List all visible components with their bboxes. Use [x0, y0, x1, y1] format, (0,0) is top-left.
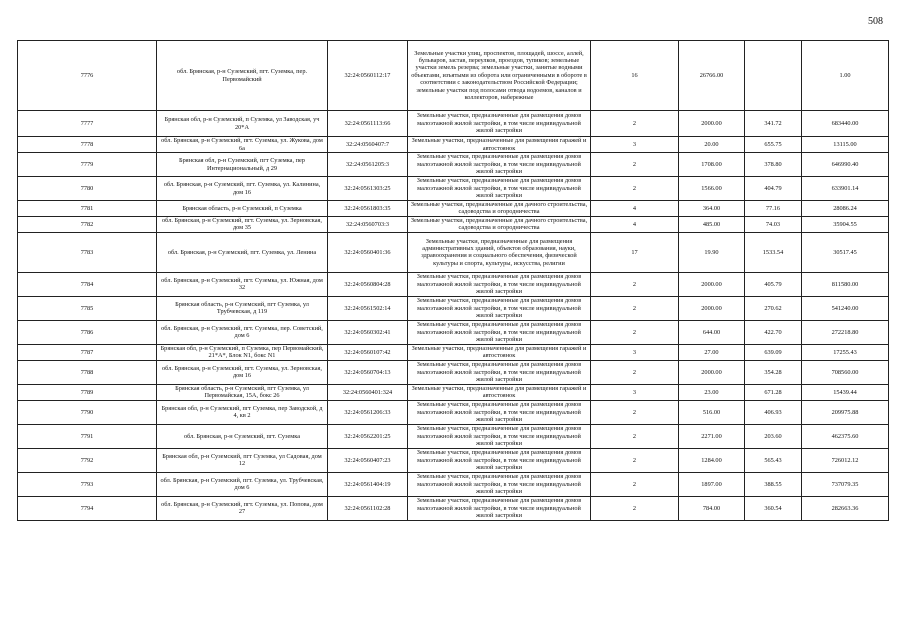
- table-row: [18, 177, 889, 201]
- row-area: 2000.00: [679, 360, 745, 384]
- row-land-use: Земельные участки, предназначенные для размещения гаражей и автостоянок: [408, 344, 591, 360]
- row-group: 2: [591, 400, 679, 424]
- row-address: обл. Брянская, р-н Суземский, пгт. Суземка, ул. Калинина, дом 16: [157, 177, 328, 201]
- row-address: Брянская обл, р-н Суземский, пгт Суземка, ул Садовая, дом 12: [157, 448, 328, 472]
- row-cadastral-number: 32:24:0562201:25: [328, 424, 408, 448]
- row-area: 27.00: [679, 344, 745, 360]
- table-row: [18, 496, 889, 520]
- table-row: [18, 360, 889, 384]
- row-number: 7779: [18, 153, 157, 177]
- row-area: 20.00: [679, 137, 745, 153]
- row-unit-value: 378.80: [745, 153, 802, 177]
- page-number: 508: [868, 16, 883, 27]
- row-address: обл. Брянская, р-н Суземский, пгт. Суземка, пер. Первомайский: [157, 41, 328, 111]
- row-cadastral-value: 209975.88: [802, 400, 889, 424]
- row-address: обл. Брянская, р-н Суземский, пгт. Суземка, ул. Ленина: [157, 232, 328, 272]
- row-cadastral-value: 726012.12: [802, 448, 889, 472]
- row-number: 7791: [18, 424, 157, 448]
- row-cadastral-value: 811580.00: [802, 272, 889, 296]
- row-number: 7778: [18, 137, 157, 153]
- row-cadastral-value: 282663.36: [802, 496, 889, 520]
- row-cadastral-number: 32:24:0560704:13: [328, 360, 408, 384]
- row-land-use: Земельные участки, предназначенные для размещения домов малоэтажной жилой застройки, в том числе индивидуальной жилой застройки: [408, 424, 591, 448]
- table-row: [18, 344, 889, 360]
- row-group: 2: [591, 496, 679, 520]
- row-area: 19.90: [679, 232, 745, 272]
- row-number: 7790: [18, 400, 157, 424]
- row-address: обл. Брянская, р-н Суземский, пгт. Суземка, ул. Жукова, дом 6а: [157, 137, 328, 153]
- row-number: 7780: [18, 177, 157, 201]
- row-area: 23.00: [679, 384, 745, 400]
- row-cadastral-number: 32:24:0561205:3: [328, 153, 408, 177]
- row-unit-value: 639.09: [745, 344, 802, 360]
- row-address: Брянская область, р-н Суземский, пгт Суземка, ул Трубчевская, д 119: [157, 296, 328, 320]
- row-cadastral-value: 1.00: [802, 41, 889, 111]
- row-land-use: Земельные участки, предназначенные для размещения административных зданий, объектов образования, науки, здравоохранения и социального обеспечения, физической культуры и спорта, культуры, искусства, религии: [408, 232, 591, 272]
- row-address: обл. Брянская, р-н Суземский, пгт. Суземка, ул. Попова, дом 27: [157, 496, 328, 520]
- row-cadastral-value: 35904.55: [802, 216, 889, 232]
- row-area: 1708.00: [679, 153, 745, 177]
- row-cadastral-value: 13115.00: [802, 137, 889, 153]
- row-land-use: Земельные участки, предназначенные для размещения домов малоэтажной жилой застройки, в том числе индивидуальной жилой застройки: [408, 272, 591, 296]
- row-number: 7788: [18, 360, 157, 384]
- table-row: [18, 424, 889, 448]
- table-row: [18, 232, 889, 272]
- row-number: 7776: [18, 41, 157, 111]
- row-unit-value: 406.93: [745, 400, 802, 424]
- row-cadastral-number: 32:24:0560407:7: [328, 137, 408, 153]
- row-group: 4: [591, 201, 679, 217]
- row-land-use: Земельные участки, предназначенные для размещения домов малоэтажной жилой застройки, в том числе индивидуальной жилой застройки: [408, 296, 591, 320]
- row-cadastral-number: 32:24:0561803:35: [328, 201, 408, 217]
- row-unit-value: 655.75: [745, 137, 802, 153]
- row-group: 2: [591, 472, 679, 496]
- row-address: Брянская область, р-н Суземский, п Суземка: [157, 201, 328, 217]
- row-address: Брянская обл, р-н Суземский, п Суземка, ул Заводская, уч 20*А: [157, 111, 328, 137]
- row-land-use: Земельные участки, предназначенные для размещения домов малоэтажной жилой застройки, в том числе индивидуальной жилой застройки: [408, 448, 591, 472]
- table-row: [18, 296, 889, 320]
- row-number: 7784: [18, 272, 157, 296]
- row-unit-value: 565.43: [745, 448, 802, 472]
- row-group: 2: [591, 272, 679, 296]
- table-row: [18, 320, 889, 344]
- row-area: 784.00: [679, 496, 745, 520]
- row-cadastral-number: 32:24:0561113:66: [328, 111, 408, 137]
- row-group: 3: [591, 137, 679, 153]
- row-cadastral-value: 683440.00: [802, 111, 889, 137]
- row-group: 17: [591, 232, 679, 272]
- row-unit-value: 405.79: [745, 272, 802, 296]
- row-address: Брянская обл, р-н Суземский, п Суземка, пер Первомайский, 21*А*, Блок N1, бокс N1: [157, 344, 328, 360]
- row-cadastral-number: 32:24:0561404:19: [328, 472, 408, 496]
- row-cadastral-value: 737079.35: [802, 472, 889, 496]
- row-unit-value: 77.16: [745, 201, 802, 217]
- row-unit-value: 360.54: [745, 496, 802, 520]
- cadastral-value-table: [17, 40, 889, 521]
- table-row: [18, 201, 889, 217]
- row-cadastral-value: 28086.24: [802, 201, 889, 217]
- table-row: [18, 472, 889, 496]
- table-row: [18, 111, 889, 137]
- row-land-use: Земельные участки, предназначенные для размещения домов малоэтажной жилой застройки, в том числе индивидуальной жилой застройки: [408, 400, 591, 424]
- row-cadastral-number: 32:24:0560112:17: [328, 41, 408, 111]
- row-land-use: Земельные участки улиц, проспектов, площадей, шоссе, аллей, бульваров, застав, переулков, проездов, тупиков; земельные участки земель резерва; земельные участки, занятые водными объектами, изъятыми из оборота или ограниченными в обороте в соответствии с законодательством Российской Федерации; земельные участки под полосами отвода водоемов, каналов и коллекторов, набережные: [408, 41, 591, 111]
- row-cadastral-number: 32:24:0561303:25: [328, 177, 408, 201]
- row-cadastral-value: 17255.43: [802, 344, 889, 360]
- row-address: обл. Брянская, р-н Суземский, пгт. Суземка, ул. Трубчевская, дом 6: [157, 472, 328, 496]
- row-area: 364.00: [679, 201, 745, 217]
- row-area: 644.00: [679, 320, 745, 344]
- row-cadastral-value: 708560.00: [802, 360, 889, 384]
- row-unit-value: 422.70: [745, 320, 802, 344]
- row-land-use: Земельные участки, предназначенные для размещения домов малоэтажной жилой застройки, в том числе индивидуальной жилой застройки: [408, 472, 591, 496]
- row-cadastral-number: 32:24:0561206:33: [328, 400, 408, 424]
- row-group: 2: [591, 320, 679, 344]
- row-land-use: Земельные участки, предназначенные для размещения домов малоэтажной жилой застройки, в том числе индивидуальной жилой застройки: [408, 153, 591, 177]
- row-cadastral-value: 646990.40: [802, 153, 889, 177]
- row-area: 1566.00: [679, 177, 745, 201]
- row-cadastral-number: 32:24:0560401:324: [328, 384, 408, 400]
- row-number: 7786: [18, 320, 157, 344]
- table-body: [18, 41, 889, 521]
- table-row: [18, 41, 889, 111]
- row-group: 3: [591, 344, 679, 360]
- row-group: 2: [591, 448, 679, 472]
- row-group: 3: [591, 384, 679, 400]
- table-row: [18, 400, 889, 424]
- row-group: 2: [591, 296, 679, 320]
- row-area: 1897.00: [679, 472, 745, 496]
- row-unit-value: 1533.54: [745, 232, 802, 272]
- row-area: 2000.00: [679, 111, 745, 137]
- row-number: 7792: [18, 448, 157, 472]
- row-cadastral-number: 32:24:0561502:14: [328, 296, 408, 320]
- row-number: 7782: [18, 216, 157, 232]
- row-address: Брянская обл, р-н Суземский, пгт Суземка, пер Интернациональный, д 29: [157, 153, 328, 177]
- row-group: 16: [591, 41, 679, 111]
- table-row: [18, 384, 889, 400]
- row-cadastral-value: 462375.60: [802, 424, 889, 448]
- table-row: [18, 216, 889, 232]
- table-row: [18, 153, 889, 177]
- row-unit-value: 404.79: [745, 177, 802, 201]
- row-land-use: Земельные участки, предназначенные для размещения гаражей и автостоянок: [408, 384, 591, 400]
- row-number: 7781: [18, 201, 157, 217]
- row-land-use: Земельные участки, предназначенные для размещения гаражей и автостоянок: [408, 137, 591, 153]
- row-area: 485.00: [679, 216, 745, 232]
- row-cadastral-value: 272218.80: [802, 320, 889, 344]
- row-land-use: Земельные участки, предназначенные для размещения домов малоэтажной жилой застройки, в том числе индивидуальной жилой застройки: [408, 177, 591, 201]
- row-number: 7793: [18, 472, 157, 496]
- row-area: 2000.00: [679, 272, 745, 296]
- row-cadastral-value: 30517.45: [802, 232, 889, 272]
- row-number: 7785: [18, 296, 157, 320]
- row-group: 2: [591, 424, 679, 448]
- table-row: [18, 448, 889, 472]
- row-land-use: Земельные участки, предназначенные для размещения домов малоэтажной жилой застройки, в том числе индивидуальной жилой застройки: [408, 111, 591, 137]
- row-cadastral-number: 32:24:0560401:36: [328, 232, 408, 272]
- row-cadastral-value: 541240.00: [802, 296, 889, 320]
- row-number: 7783: [18, 232, 157, 272]
- row-group: 2: [591, 111, 679, 137]
- row-unit-value: 203.60: [745, 424, 802, 448]
- row-number: 7789: [18, 384, 157, 400]
- row-group: 2: [591, 177, 679, 201]
- row-cadastral-number: 32:24:0560407:23: [328, 448, 408, 472]
- row-unit-value: 341.72: [745, 111, 802, 137]
- row-address: Брянская область, р-н Суземский, пгт Суземка, ул Первомайская, 15А, бокс 26: [157, 384, 328, 400]
- row-cadastral-number: 32:24:0560703:3: [328, 216, 408, 232]
- row-cadastral-number: 32:24:0560302:41: [328, 320, 408, 344]
- row-address: обл. Брянская, р-н Суземский, пгт. Суземка, ул. Зерновская, дом 16: [157, 360, 328, 384]
- row-unit-value: 388.55: [745, 472, 802, 496]
- row-cadastral-value: 633901.14: [802, 177, 889, 201]
- row-address: Брянская обл, р-н Суземский, пгт Суземка, пер Заводской, д 4, кв 2: [157, 400, 328, 424]
- row-cadastral-number: 32:24:0561102:28: [328, 496, 408, 520]
- table-row: [18, 272, 889, 296]
- row-land-use: Земельные участки, предназначенные для размещения домов малоэтажной жилой застройки, в том числе индивидуальной жилой застройки: [408, 496, 591, 520]
- row-group: 4: [591, 216, 679, 232]
- row-cadastral-number: 32:24:0560107:42: [328, 344, 408, 360]
- row-address: обл. Брянская, р-н Суземский, пгт. Суземка: [157, 424, 328, 448]
- row-unit-value: 671.28: [745, 384, 802, 400]
- row-land-use: Земельные участки, предназначенные для дачного строительства, садоводства и огородничества: [408, 201, 591, 217]
- row-land-use: Земельные участки, предназначенные для дачного строительства, садоводства и огородничества: [408, 216, 591, 232]
- row-area: 1284.00: [679, 448, 745, 472]
- row-area: 26766.00: [679, 41, 745, 111]
- row-unit-value: 270.62: [745, 296, 802, 320]
- row-cadastral-value: 15439.44: [802, 384, 889, 400]
- table-row: [18, 137, 889, 153]
- row-unit-value: 74.03: [745, 216, 802, 232]
- row-unit-value: 354.28: [745, 360, 802, 384]
- row-group: 2: [591, 153, 679, 177]
- row-number: 7777: [18, 111, 157, 137]
- row-area: 516.00: [679, 400, 745, 424]
- row-area: 2271.00: [679, 424, 745, 448]
- row-address: обл. Брянская, р-н Суземский, пгт. Суземка, ул. Зерновская, дом 35: [157, 216, 328, 232]
- row-land-use: Земельные участки, предназначенные для размещения домов малоэтажной жилой застройки, в том числе индивидуальной жилой застройки: [408, 320, 591, 344]
- row-land-use: Земельные участки, предназначенные для размещения домов малоэтажной жилой застройки, в том числе индивидуальной жилой застройки: [408, 360, 591, 384]
- row-number: 7787: [18, 344, 157, 360]
- row-cadastral-number: 32:24:0560804:28: [328, 272, 408, 296]
- row-address: обл. Брянская, р-н Суземский, пгт. Суземка, ул. Южная, дом 32: [157, 272, 328, 296]
- row-group: 2: [591, 360, 679, 384]
- row-area: 2000.00: [679, 296, 745, 320]
- row-unit-value: [745, 41, 802, 111]
- row-address: обл. Брянская, р-н Суземский, пгт. Суземка, пер. Советский, дом 6: [157, 320, 328, 344]
- row-number: 7794: [18, 496, 157, 520]
